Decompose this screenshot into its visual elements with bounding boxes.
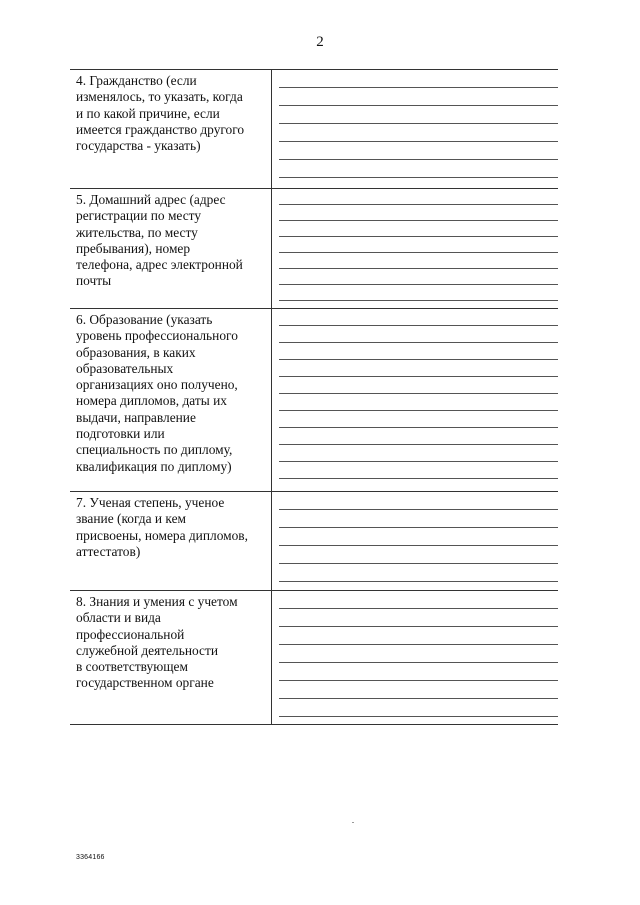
answer-line[interactable] — [279, 253, 558, 269]
answer-line[interactable] — [279, 510, 558, 528]
answer-line[interactable] — [279, 124, 558, 142]
form-row — [70, 309, 558, 492]
answer-line[interactable] — [279, 309, 558, 326]
answer-line[interactable] — [279, 189, 558, 205]
form-row — [70, 591, 558, 725]
answer-line[interactable] — [279, 492, 558, 510]
scan-artifact-dot — [352, 822, 354, 823]
answer-cell[interactable] — [272, 70, 559, 189]
form-row — [70, 189, 558, 309]
answer-line[interactable] — [279, 70, 558, 88]
answer-line[interactable] — [279, 88, 558, 106]
answer-line[interactable] — [279, 528, 558, 546]
answer-lines[interactable] — [272, 189, 558, 301]
answer-line[interactable] — [279, 326, 558, 343]
answer-lines[interactable] — [272, 70, 558, 178]
page-number: 2 — [316, 34, 324, 50]
answer-line[interactable] — [279, 360, 558, 377]
answer-line[interactable] — [279, 142, 558, 160]
answer-line[interactable] — [279, 609, 558, 627]
field-label: 5. Домашний адрес (адрес регистрации по месту жительства, по месту пребывания), номер телефона, адрес электронной почты — [76, 192, 243, 289]
field-label-cell — [70, 189, 272, 309]
answer-line[interactable] — [279, 681, 558, 699]
answer-line[interactable] — [279, 411, 558, 428]
answer-line[interactable] — [279, 237, 558, 253]
answer-line[interactable] — [279, 377, 558, 394]
answer-cell[interactable] — [272, 189, 559, 309]
form-row — [70, 492, 558, 591]
field-label-cell — [70, 591, 272, 725]
answer-line[interactable] — [279, 106, 558, 124]
answer-line[interactable] — [279, 699, 558, 717]
answer-line[interactable] — [279, 445, 558, 462]
answer-line[interactable] — [279, 343, 558, 360]
answer-lines[interactable] — [272, 591, 558, 717]
answer-line[interactable] — [279, 428, 558, 445]
field-label: 6. Образование (указать уровень профессионального образования, в каких образовательных организациях оно получено, номера дипломов, даты их выдачи, направление подготовки или специальность по диплому, квалификация по диплому) — [76, 312, 238, 474]
answer-line[interactable] — [279, 394, 558, 411]
answer-cell[interactable] — [272, 591, 559, 725]
field-label-cell — [70, 70, 272, 189]
answer-line[interactable] — [279, 462, 558, 479]
answer-line[interactable] — [279, 221, 558, 237]
form-row — [70, 70, 558, 189]
answer-line[interactable] — [279, 205, 558, 221]
answer-line[interactable] — [279, 645, 558, 663]
answer-line[interactable] — [279, 564, 558, 582]
questionnaire-table — [70, 69, 558, 725]
answer-cell[interactable] — [272, 309, 559, 492]
document-code: 3364166 — [76, 854, 105, 861]
field-label: 4. Гражданство (если изменялось, то указать, когда и по какой причине, если имеется гражданство другого государства - указать) — [76, 73, 245, 154]
answer-line[interactable] — [279, 546, 558, 564]
answer-cell[interactable] — [272, 492, 559, 591]
field-label: 8. Знания и умения с учетом области и вида профессиональной служебной деятельности в соответствующем государственном органе — [76, 594, 238, 691]
field-label: 7. Ученая степень, ученое звание (когда и кем присвоены, номера дипломов, аттестатов) — [76, 495, 248, 559]
answer-lines[interactable] — [272, 309, 558, 479]
field-label-cell — [70, 309, 272, 492]
answer-line[interactable] — [279, 269, 558, 285]
answer-line[interactable] — [279, 663, 558, 681]
answer-line[interactable] — [279, 160, 558, 178]
answer-line[interactable] — [279, 591, 558, 609]
field-label-cell — [70, 492, 272, 591]
answer-line[interactable] — [279, 285, 558, 301]
answer-line[interactable] — [279, 627, 558, 645]
answer-lines[interactable] — [272, 492, 558, 582]
